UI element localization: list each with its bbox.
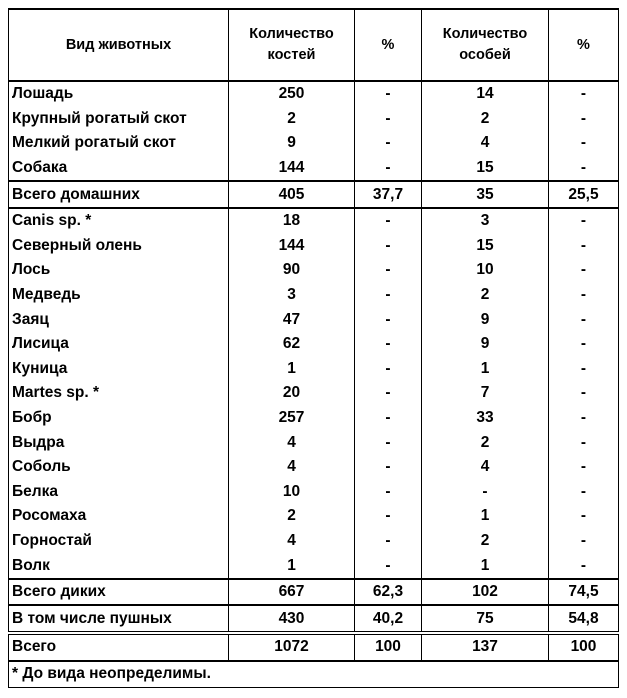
cell-bones: 2 [229,504,355,529]
table-row [9,258,619,283]
cell-individuals: 2 [422,430,549,455]
table-body [9,81,619,661]
cell-species: Martes sp. * [9,381,229,406]
cell-species: Бобр [9,406,229,431]
cell-species: Мелкий рогатый скот [9,131,229,156]
cell-bones-pct: 37,7 [355,181,422,208]
cell-individuals: 2 [422,283,549,308]
table-row [9,504,619,529]
footnote: * До вида неопределимы. [9,661,619,688]
table-row [9,529,619,554]
table-row [9,633,619,661]
cell-individuals: 75 [422,605,549,633]
cell-individuals: 15 [422,234,549,259]
cell-individuals: 137 [422,633,549,661]
table-row [9,283,619,308]
cell-individuals-pct: - [549,258,619,283]
cell-species: Волк [9,553,229,579]
cell-bones-pct: - [355,234,422,259]
cell-individuals-pct: 25,5 [549,181,619,208]
cell-bones-pct: - [355,81,422,107]
cell-individuals-pct: - [549,131,619,156]
cell-individuals-pct: - [549,156,619,182]
cell-individuals: 4 [422,455,549,480]
cell-bones-pct: 62,3 [355,579,422,606]
table-row [9,332,619,357]
cell-bones-pct: - [355,455,422,480]
cell-bones: 1 [229,553,355,579]
cell-species: Лось [9,258,229,283]
cell-bones-pct: - [355,208,422,234]
cell-bones-pct: - [355,381,422,406]
cell-individuals-pct: - [549,234,619,259]
cell-individuals-pct: - [549,455,619,480]
cell-species: В том числе пушных [9,605,229,633]
cell-individuals: 33 [422,406,549,431]
cell-species: Крупный рогатый скот [9,107,229,132]
table-row [9,131,619,156]
cell-individuals: 2 [422,107,549,132]
cell-species: Всего диких [9,579,229,606]
cell-bones: 62 [229,332,355,357]
cell-bones: 4 [229,430,355,455]
cell-individuals: 14 [422,81,549,107]
cell-species: Северный олень [9,234,229,259]
cell-bones-pct: - [355,553,422,579]
table-row [9,181,619,208]
cell-bones-pct: 40,2 [355,605,422,633]
fauna-table [8,8,619,688]
cell-individuals: 1 [422,553,549,579]
cell-bones: 20 [229,381,355,406]
cell-individuals-pct: - [549,208,619,234]
cell-individuals: 1 [422,357,549,382]
cell-individuals-pct: 54,8 [549,605,619,633]
cell-bones: 144 [229,156,355,182]
cell-individuals-pct: - [549,504,619,529]
table-row [9,579,619,606]
cell-bones-pct: - [355,406,422,431]
cell-bones: 1 [229,357,355,382]
table-row [9,307,619,332]
header-individuals-pct: % [549,9,619,81]
cell-bones: 250 [229,81,355,107]
cell-species: Белка [9,480,229,505]
cell-individuals-pct: 74,5 [549,579,619,606]
header-bones: Количество костей [229,9,355,81]
cell-bones: 257 [229,406,355,431]
cell-individuals-pct: - [549,381,619,406]
cell-bones: 667 [229,579,355,606]
cell-bones: 430 [229,605,355,633]
cell-individuals-pct: - [549,107,619,132]
cell-individuals: 3 [422,208,549,234]
table-row [9,81,619,107]
cell-species: Горностай [9,529,229,554]
table-row [9,357,619,382]
cell-individuals: 15 [422,156,549,182]
cell-individuals: 9 [422,307,549,332]
cell-individuals: - [422,480,549,505]
cell-species: Всего [9,633,229,661]
cell-individuals: 4 [422,131,549,156]
header-individuals: Количество особей [422,9,549,81]
cell-individuals-pct: - [549,81,619,107]
cell-bones-pct: - [355,332,422,357]
cell-individuals-pct: - [549,332,619,357]
cell-bones: 405 [229,181,355,208]
table-row [9,553,619,579]
cell-bones-pct: - [355,131,422,156]
cell-individuals: 35 [422,181,549,208]
cell-bones: 144 [229,234,355,259]
table-row [9,107,619,132]
table-row [9,480,619,505]
cell-species: Росомаха [9,504,229,529]
cell-bones: 1072 [229,633,355,661]
cell-bones-pct: - [355,107,422,132]
cell-individuals: 7 [422,381,549,406]
table-header-row [9,9,619,81]
cell-bones: 2 [229,107,355,132]
cell-bones: 4 [229,529,355,554]
cell-species: Выдра [9,430,229,455]
cell-bones-pct: - [355,504,422,529]
cell-species: Лисица [9,332,229,357]
cell-bones: 47 [229,307,355,332]
cell-bones: 18 [229,208,355,234]
cell-individuals: 1 [422,504,549,529]
cell-individuals: 9 [422,332,549,357]
cell-species: Всего домашних [9,181,229,208]
table-row [9,208,619,234]
cell-species: Лошадь [9,81,229,107]
cell-bones: 10 [229,480,355,505]
cell-bones-pct: - [355,283,422,308]
cell-individuals-pct: 100 [549,633,619,661]
table-row [9,455,619,480]
cell-species: Соболь [9,455,229,480]
cell-bones-pct: - [355,357,422,382]
cell-bones-pct: - [355,480,422,505]
cell-bones-pct: - [355,258,422,283]
cell-bones: 4 [229,455,355,480]
table-row [9,430,619,455]
cell-species: Медведь [9,283,229,308]
cell-bones: 3 [229,283,355,308]
cell-individuals: 2 [422,529,549,554]
cell-individuals: 102 [422,579,549,606]
cell-individuals: 10 [422,258,549,283]
cell-species: Canis sp. * [9,208,229,234]
header-species: Вид животных [9,9,229,81]
cell-individuals-pct: - [549,307,619,332]
cell-individuals-pct: - [549,529,619,554]
cell-bones-pct: - [355,156,422,182]
cell-individuals-pct: - [549,357,619,382]
cell-bones-pct: 100 [355,633,422,661]
cell-species: Куница [9,357,229,382]
cell-bones-pct: - [355,529,422,554]
cell-species: Заяц [9,307,229,332]
header-bones-pct: % [355,9,422,81]
table-row [9,156,619,182]
cell-bones: 9 [229,131,355,156]
cell-bones-pct: - [355,430,422,455]
cell-individuals-pct: - [549,283,619,308]
table-row [9,381,619,406]
footnote-row [9,661,619,688]
table-row [9,605,619,633]
cell-bones: 90 [229,258,355,283]
table-row [9,234,619,259]
cell-individuals-pct: - [549,430,619,455]
cell-bones-pct: - [355,307,422,332]
cell-individuals-pct: - [549,480,619,505]
table-row [9,406,619,431]
cell-individuals-pct: - [549,553,619,579]
cell-species: Собака [9,156,229,182]
cell-individuals-pct: - [549,406,619,431]
